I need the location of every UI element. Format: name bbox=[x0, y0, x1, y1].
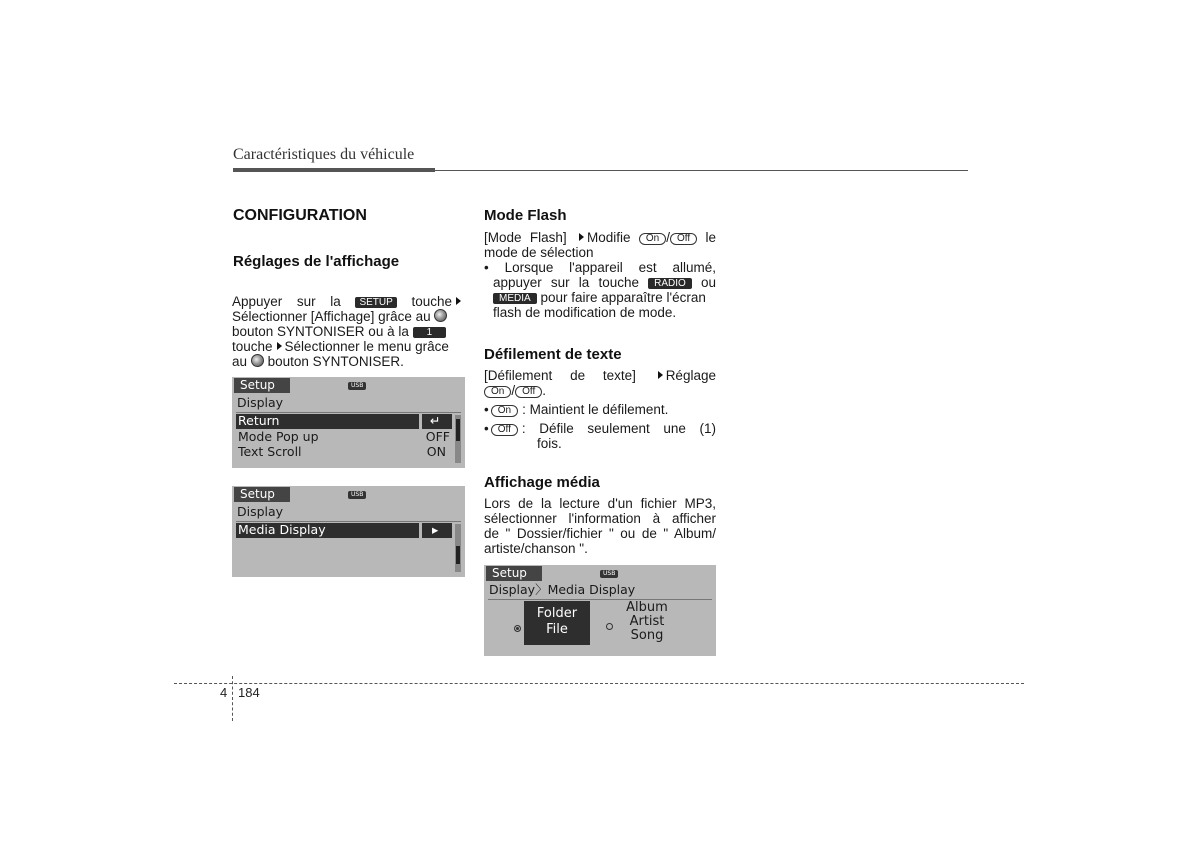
menu-item-text-scroll[interactable]: Text Scroll bbox=[238, 444, 302, 459]
scrollbar-thumb[interactable] bbox=[456, 546, 460, 564]
text: : Défile seulement une (1) bbox=[521, 421, 716, 436]
menu-item-mode-popup[interactable]: Mode Pop up bbox=[238, 429, 319, 444]
radio-unselected-icon[interactable] bbox=[606, 623, 613, 630]
usb-icon: USB bbox=[348, 382, 366, 390]
off-button-icon: Off bbox=[670, 233, 697, 245]
display-screen-1 bbox=[232, 377, 465, 468]
menu-item-media-display[interactable]: Media Display bbox=[238, 522, 326, 537]
text: sélectionner l'information à afficher bbox=[484, 511, 716, 526]
text: Réglage bbox=[665, 368, 716, 383]
option-line: Folder bbox=[536, 606, 578, 621]
option-line[interactable]: Song bbox=[630, 628, 664, 643]
text: flash de modification de mode. bbox=[493, 305, 677, 320]
bullet-off: • Off : Défile seulement une (1) fois. bbox=[484, 421, 716, 451]
setup-tab: Setup bbox=[234, 487, 290, 502]
radio-key: RADIO bbox=[648, 278, 692, 289]
on-button-icon: On bbox=[639, 233, 666, 245]
defilement-title: Défilement de texte bbox=[484, 346, 622, 363]
running-header: Caractéristiques du véhicule bbox=[233, 146, 415, 163]
section-title: CONFIGURATION bbox=[233, 207, 367, 224]
text: Modifie bbox=[586, 230, 631, 245]
text: bouton SYNTONISER. bbox=[267, 354, 404, 369]
page-number: 184 bbox=[238, 685, 260, 700]
text: de " Dossier/fichier " ou de " Album/ bbox=[484, 526, 716, 541]
text: artiste/chanson ". bbox=[484, 541, 588, 556]
breadcrumb: Display〉Media Display bbox=[489, 582, 636, 597]
defilement-text: [Défilement de texte] Réglage On / Off . bbox=[484, 368, 716, 398]
text: pour faire apparaître l'écran bbox=[540, 290, 706, 305]
return-icon: ↵ bbox=[430, 413, 441, 428]
text: bouton SYNTONISER ou à la bbox=[232, 324, 409, 339]
radio-selected-icon[interactable] bbox=[514, 625, 521, 632]
screen-title: Display bbox=[237, 395, 284, 410]
chevron-right-icon: ▸ bbox=[432, 522, 439, 537]
arrow-right-icon bbox=[277, 342, 282, 350]
text: au bbox=[232, 354, 248, 369]
tune-knob-icon bbox=[251, 354, 264, 367]
text-scroll-value: ON bbox=[426, 444, 446, 459]
text: [Mode Flash] bbox=[484, 230, 567, 245]
setup-tab: Setup bbox=[234, 378, 290, 393]
on-button-icon: On bbox=[491, 405, 518, 417]
bullet-on: • On : Maintient le défilement. bbox=[484, 402, 669, 417]
mode-flash-text: [Mode Flash] Modifie On / Off le mode de sélection • Lorsque l'appareil est allumé, appuyer sur la touche RADIO ou MEDIA pour faire apparaître l'écran flash de modification de mode. bbox=[484, 230, 716, 320]
menu-item-return[interactable]: Return bbox=[238, 413, 280, 428]
text: mode de sélection bbox=[484, 245, 594, 260]
subsection-title: Réglages de l'affichage bbox=[233, 253, 400, 270]
text: ou bbox=[700, 275, 716, 290]
divider bbox=[488, 599, 712, 600]
text: Lors de la lecture d'un fichier MP3, bbox=[484, 496, 716, 511]
text: Sélectionner le menu grâce bbox=[284, 339, 449, 354]
arrow-right-icon bbox=[579, 233, 584, 241]
text: Sélectionner [Affichage] grâce au bbox=[232, 309, 431, 324]
off-button-icon: Off bbox=[515, 386, 542, 398]
setup-key: SETUP bbox=[355, 297, 396, 308]
mode-flash-title: Mode Flash bbox=[484, 207, 567, 224]
text: touche bbox=[411, 294, 452, 309]
text: touche bbox=[232, 339, 273, 354]
off-button-icon: Off bbox=[491, 424, 518, 436]
usb-icon: USB bbox=[600, 570, 618, 578]
footer-rule bbox=[174, 683, 1024, 684]
display-screen-2 bbox=[232, 486, 465, 577]
preset-1-key: 1 bbox=[413, 327, 447, 338]
text: : Maintient le défilement. bbox=[522, 402, 669, 417]
scrollbar-thumb[interactable] bbox=[456, 419, 460, 441]
usb-icon: USB bbox=[348, 491, 366, 499]
option-line[interactable]: Artist bbox=[629, 614, 665, 629]
instructions-paragraph bbox=[232, 294, 464, 369]
arrow-right-icon bbox=[456, 297, 461, 305]
bullet-text: • Lorsque l'appareil est allumé, bbox=[484, 260, 716, 275]
mode-popup-value: OFF bbox=[425, 429, 450, 444]
affichage-title: Affichage média bbox=[484, 474, 600, 491]
affichage-text bbox=[484, 496, 716, 556]
option-line[interactable]: Album bbox=[626, 600, 668, 615]
chapter-number: 4 bbox=[220, 685, 228, 700]
tune-knob-icon bbox=[434, 309, 447, 322]
footer-divider bbox=[232, 676, 233, 721]
text: appuyer sur la touche bbox=[493, 275, 639, 290]
header-rule-accent bbox=[233, 168, 435, 172]
arrow-right-icon bbox=[658, 371, 663, 379]
on-button-icon: On bbox=[484, 386, 511, 398]
media-key: MEDIA bbox=[493, 293, 537, 304]
setup-tab: Setup bbox=[486, 566, 542, 581]
display-screen-3 bbox=[484, 565, 716, 656]
text: le bbox=[705, 230, 716, 245]
text: Appuyer sur la bbox=[232, 294, 341, 309]
option-line: File bbox=[546, 622, 568, 637]
text: fois. bbox=[537, 436, 562, 451]
text: [Défilement de texte] bbox=[484, 368, 636, 383]
screen-title: Display bbox=[237, 504, 284, 519]
